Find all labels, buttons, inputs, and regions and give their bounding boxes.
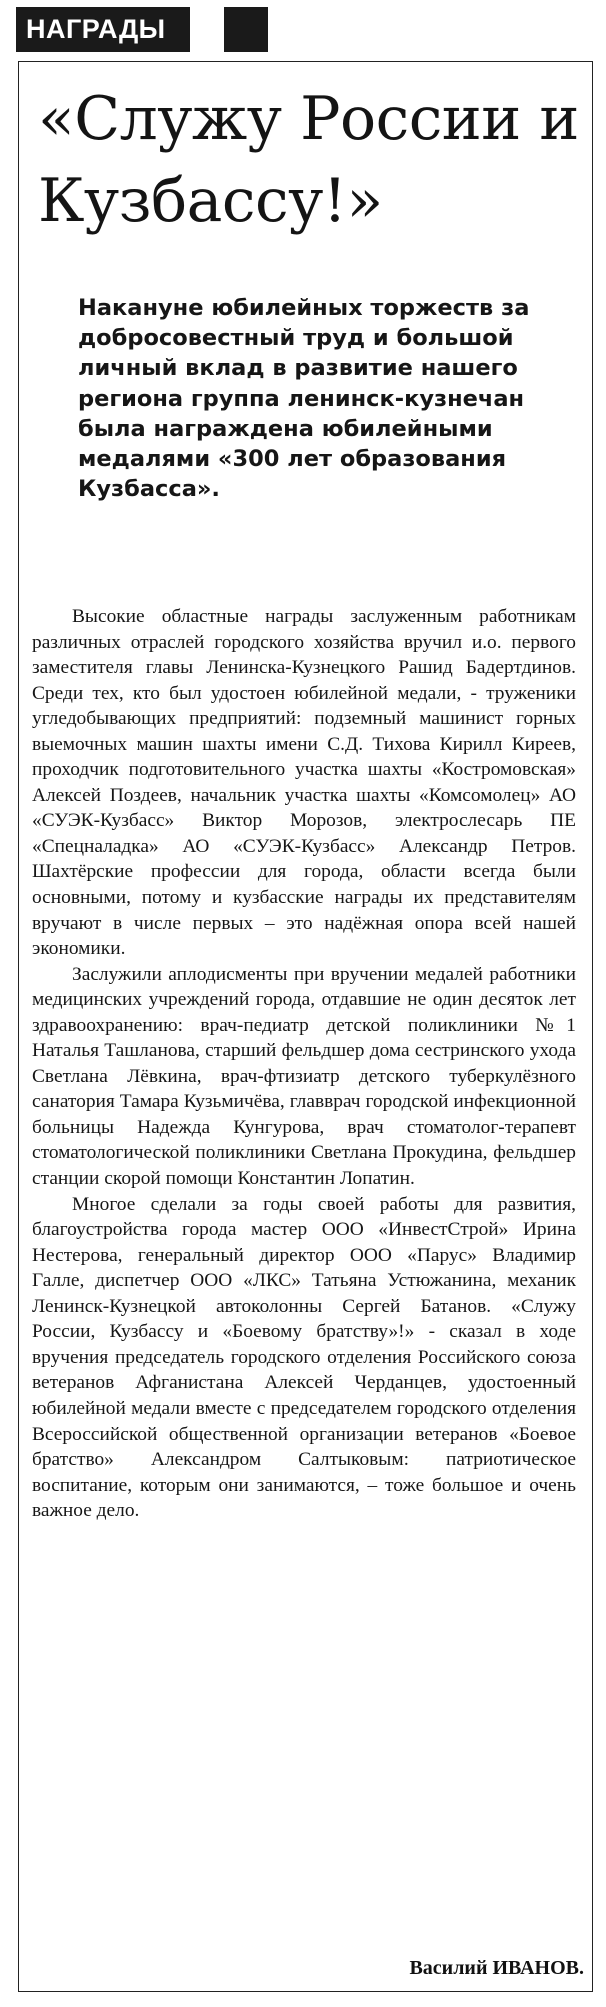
article-body bbox=[32, 604, 576, 1524]
article-lead: Накануне юбилейных торжеств за добросовестный труд и большой личный вклад в развитие нашего региона группа ленинск-кузнечан была награждена юбилейными медалями «300 лет образования Кузбасса». bbox=[78, 295, 530, 503]
article-paragraph: Заслужили аплодисменты при вручении медалей работники медицинских учреждений города, отдавшие не один десяток лет здравоохранению: врач-педиатр детской поликлиники №1 Наталья Ташланова, старший фельдшер дома сестринского ухода Светлана Лёвкина, врач-фтизиатр детского туберкулёзного санатория Тамара Кузьмичёва, главврач городской инфекционной больницы Надежда Кунгурова, врач стоматолог-терапевт стоматологической поликлиники Светлана Прокудина, фельдшер станции скорой помощи Константин Лопатин. bbox=[32, 963, 576, 1190]
rubric-label: НАГРАДЫ bbox=[16, 7, 190, 52]
article-headline: «Служу России и Кузбассу!» bbox=[38, 84, 579, 236]
article-paragraph: Многое сделали за годы своей работы для развития, благоустройства города мастер ООО «ИнвестСтрой» Ирина Нестерова, генеральный директор ООО «Парус» Владимир Галле, диспетчер ООО «ЛКС» Татьяна Устюжанина, механик Ленинск-Кузнецкой автоколонны Сергей Батанов. «Служу России, Кузбассу и «Боевому братству»!» - сказал в ходе вручения председатель городского отделения Российского союза ветеранов Афганистана Алексей Черданцев, удостоенный юбилейной медали вместе с председателем городского отделения Всероссийской общественной организации ветеранов «Боевое братство» Александром Салтыковым: патриотическое воспитание, которым они занимаются, – тоже большое и очень важное дело. bbox=[32, 1193, 576, 1522]
rubric-marker bbox=[224, 7, 268, 52]
article-author: Василий ИВАНОВ. bbox=[409, 1957, 584, 1979]
article-paragraph: Высокие областные награды заслуженным работникам различных отраслей городского хозяйства вручил и.о. первого заместителя главы Ленинска-Кузнецкого Рашид Бадертдинов. Среди тех, кто был удостоен юбилейной медали, - труженики угледобывающих предприятий: подземный машинист горных выемочных машин шахты имени С.Д. Тихова Кирилл Киреев, проходчик подготовительного участка шахты «Костромовская» Алексей Поздеев, начальник участка шахты «Комсомолец» АО «СУЭК-Кузбасс» Виктор Морозов, электрослесарь ПЕ «Спецналадка» АО «СУЭК-Кузбасс» Александр Петров. Шахтёрские профессии для города, области всегда были основными, потому и кузбасские награды их представителям вручают в числе первых – это надёжная опора всей нашей экономики. bbox=[32, 606, 576, 960]
